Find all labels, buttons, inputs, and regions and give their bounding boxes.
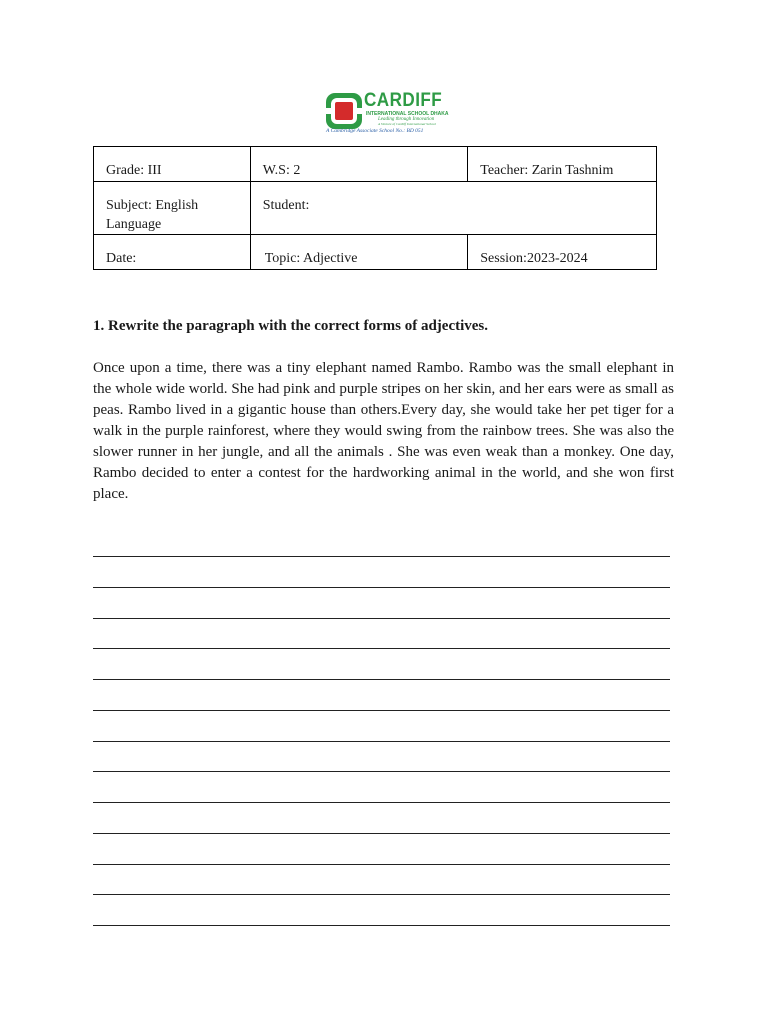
answer-line[interactable] [93, 802, 670, 803]
school-logo [326, 90, 449, 135]
logo-tagline: Leading through Innovation [378, 117, 435, 122]
worksheet-number-label: W.S: 2 [262, 163, 301, 178]
student-label: Student: [262, 198, 310, 213]
worksheet-info-table [93, 146, 657, 270]
answer-line[interactable] [93, 618, 670, 619]
grade-label: Grade: III [106, 163, 162, 178]
teacher-cell [468, 147, 657, 182]
ws-cell [250, 147, 468, 182]
topic-cell [250, 235, 468, 270]
answer-line[interactable] [93, 679, 670, 680]
answer-line[interactable] [93, 741, 670, 742]
session-label: Session:2023-2024 [480, 251, 588, 266]
table-row [94, 147, 657, 182]
table-row [94, 235, 657, 270]
answer-line[interactable] [93, 587, 670, 588]
date-label: Date: [106, 251, 137, 266]
session-cell [468, 235, 657, 270]
table-row [94, 182, 657, 235]
answer-line[interactable] [93, 864, 670, 865]
question-heading: 1. Rewrite the paragraph with the correct forms of adjectives. [93, 318, 489, 334]
answer-line[interactable] [93, 925, 670, 926]
logo-subtitle: INTERNATIONAL SCHOOL DHAKA [366, 111, 449, 117]
subject-cell [94, 182, 251, 235]
answer-line[interactable] [93, 556, 670, 557]
logo-tagline-secondary: A Venture of Cardiff International School [378, 122, 436, 126]
answer-line[interactable] [93, 710, 670, 711]
answer-line[interactable] [93, 648, 670, 649]
teacher-label: Teacher: Zarin Tashnim [480, 163, 614, 178]
grade-cell [94, 147, 251, 182]
answer-line[interactable] [93, 894, 670, 895]
topic-label: Topic: Adjective [264, 251, 358, 266]
student-cell[interactable] [250, 182, 656, 235]
date-cell [94, 235, 251, 270]
exercise-paragraph: Once upon a time, there was a tiny elephant named Rambo. Rambo was the small elephant in the whole wide world. She had pink and purple stripes on her skin, and her ears were as small as peas. Rambo lived in a gigantic house than others.Every day, she would take her pet tiger for a walk in the purple rainforest, where they would swing from the rainbow trees. She was also the slower runner in her jungle, and all the animals . She was even weak than a monkey. One day, Rambo decided to enter a contest for the hardworking animal in the world, and she won first place. [93, 360, 674, 502]
school-logo-icon [326, 93, 362, 129]
logo-name: CARDIFF [364, 90, 443, 111]
subject-label: Subject: English Language [106, 198, 199, 232]
answer-line[interactable] [93, 833, 670, 834]
logo-cambridge-text: A Cambridge Associate School No.: BD 051 [326, 128, 424, 134]
answer-line[interactable] [93, 771, 670, 772]
